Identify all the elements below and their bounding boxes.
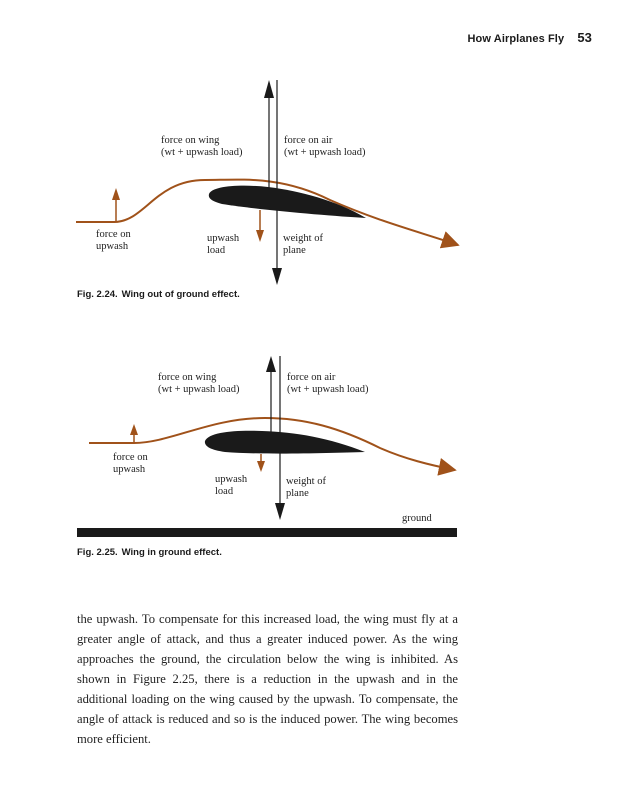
label-force-on-upwash: force on upwash: [113, 452, 148, 475]
force-on-wing-arrowhead: [266, 356, 276, 372]
weight-arrowhead: [275, 503, 285, 520]
upwash-load-arrowhead: [257, 461, 265, 472]
airfoil-wing: [205, 431, 365, 454]
upwash-force-arrowhead: [130, 424, 138, 435]
label-force-on-wing: force on wing (wt + upwash load): [161, 135, 243, 158]
label-ground: ground: [402, 513, 432, 524]
label-force-on-wing: force on wing (wt + upwash load): [158, 372, 240, 395]
label-weight-of-plane: weight of plane: [286, 476, 326, 499]
caption-number: Fig. 2.24.: [77, 289, 118, 300]
figure-caption: [77, 547, 222, 558]
ground-bar: [77, 528, 457, 537]
caption-text: Wing in ground effect.: [121, 547, 222, 558]
label-upwash-load: upwash load: [215, 474, 248, 497]
page-number: 53: [577, 30, 592, 45]
caption-text: Wing out of ground effect.: [121, 289, 240, 300]
body-paragraph: the upwash. To compensate for this increased load, the wing must fly at a greater angle of attack, and thus a greater induced power. As the wing approaches the ground, the circulation below the wing is inhibited. As shown in Figure 2.25, there is a reduction in the upwash and in the additional loading on the wing caused by the upwash. To compensate, the angle of attack is reduced and so is the induced power. The wing becomes more efficient.: [77, 611, 458, 746]
label-upwash-load: upwash load: [207, 233, 240, 256]
running-title: How Airplanes Fly: [467, 33, 565, 45]
label-weight-of-plane: weight of plane: [283, 233, 323, 256]
caption-number: Fig. 2.25.: [77, 547, 118, 558]
label-force-on-air: force on air (wt + upwash load): [287, 372, 369, 395]
label-force-on-air: force on air (wt + upwash load): [284, 135, 366, 158]
label-force-on-upwash: force on upwash: [96, 229, 131, 252]
